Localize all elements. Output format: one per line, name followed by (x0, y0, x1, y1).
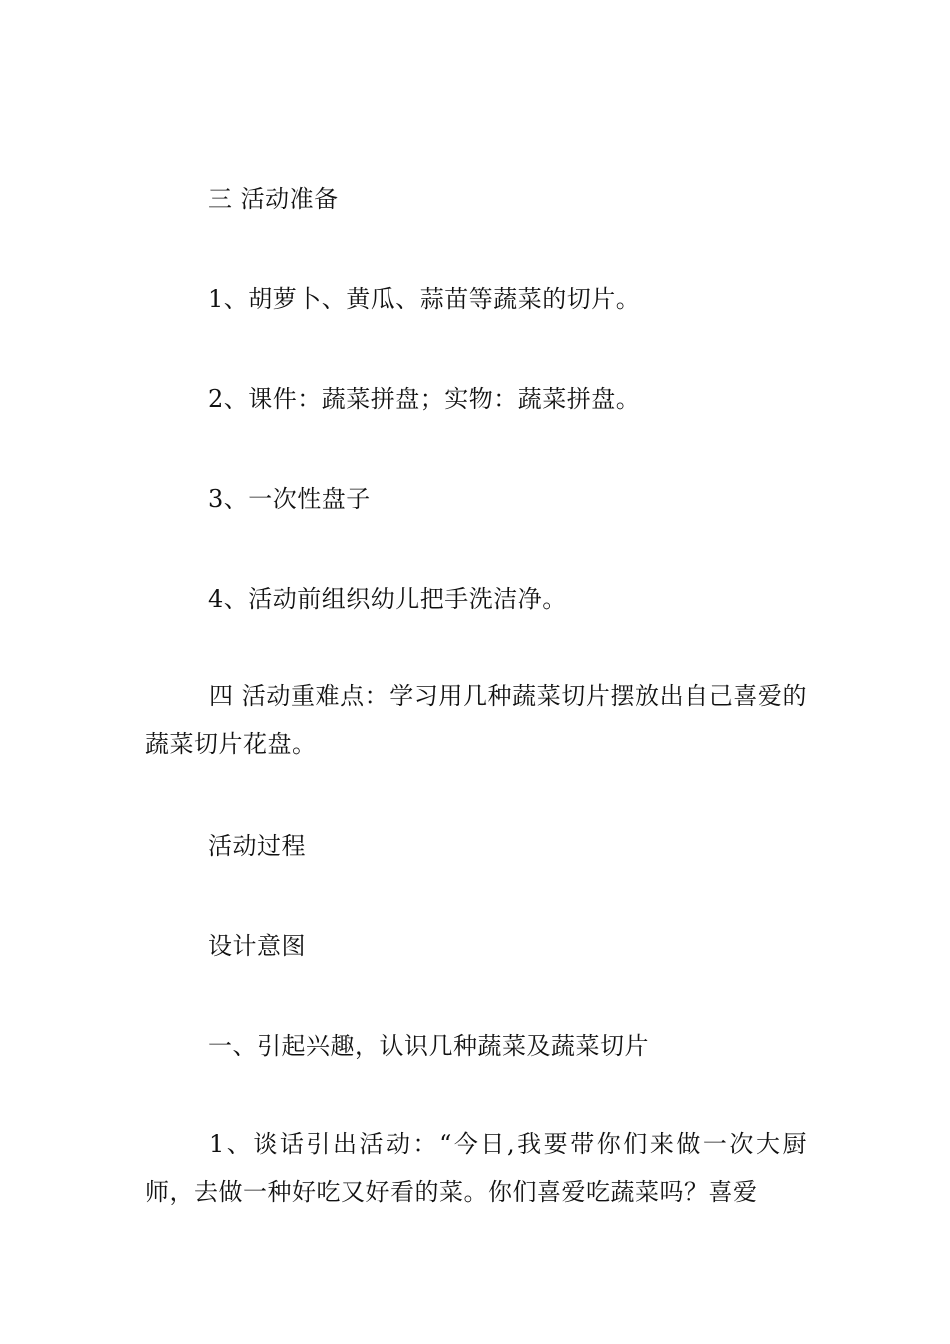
step-heading-1: 一、引起兴趣，认识几种蔬菜及蔬菜切片 (208, 1032, 649, 1060)
heading-activity-process: 活动过程 (208, 832, 306, 860)
step-1-item-1-paragraph: 1、谈话引出活动：“今日,我要带你们来做一次大厨师，去做一种好吃又好看的菜。你们喜爱吃蔬菜吗？喜爱 (145, 1130, 807, 1206)
prep-list-item-1: 1、胡萝卜、黄瓜、蒜苗等蔬菜的切片。 (208, 285, 641, 313)
section-paragraph-key-points: 四 活动重难点：学习用几种蔬菜切片摆放出自己喜爱的蔬菜切片花盘。 (145, 682, 807, 758)
prep-list-item-3: 3、一次性盘子 (208, 485, 371, 513)
section-heading-preparation: 三 活动准备 (208, 185, 339, 213)
heading-design-intent: 设计意图 (208, 932, 306, 960)
prep-list-item-2: 2、课件：蔬菜拼盘；实物：蔬菜拼盘。 (208, 385, 641, 413)
prep-list-item-4: 4、活动前组织幼儿把手洗洁净。 (208, 585, 567, 613)
